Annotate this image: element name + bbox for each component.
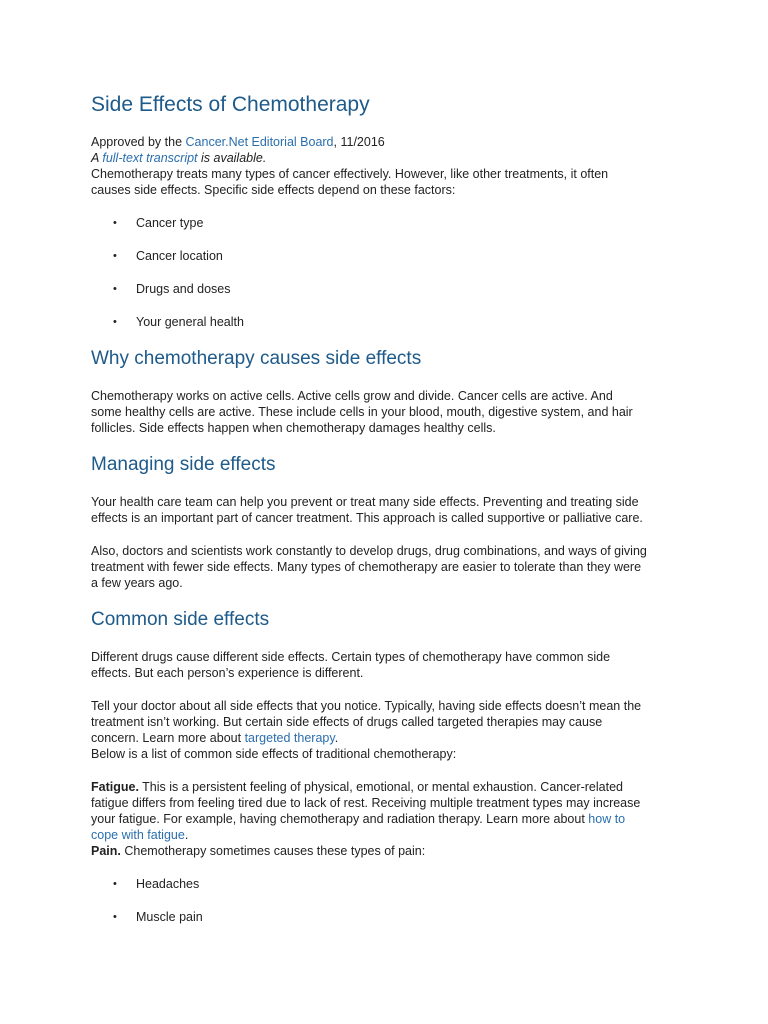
approval-prefix: Approved by the [91, 135, 186, 149]
common-paragraph-1 [91, 649, 691, 681]
paragraph-line: your fatigue. For example, having chemotherapy and radiation therapy. Learn more about [91, 812, 589, 826]
pain-paragraph [91, 843, 691, 859]
paragraph-line: fatigue differs from feeling tired due to lack of rest. Receiving multiple treatment types may increase [91, 796, 641, 810]
why-paragraph [91, 388, 691, 436]
bullet-icon: • [113, 250, 117, 262]
paragraph-line: some healthy cells are active. These include cells in your blood, mouth, digestive system, and hair [91, 405, 633, 419]
list-item [91, 314, 691, 330]
list-item-text: Cancer location [136, 249, 223, 263]
fatigue-paragraph [91, 779, 691, 843]
list-item [91, 909, 691, 925]
intro-line-2: causes side effects. Specific side effects depend on these factors: [91, 183, 456, 197]
paragraph-line: Chemotherapy works on active cells. Active cells grow and divide. Cancer cells are active. And [91, 389, 613, 403]
paragraph-line: Tell your doctor about all side effects that you notice. Typically, having side effects doesn’t mean the [91, 699, 642, 713]
transcript-line [91, 150, 691, 166]
section-heading-managing: Managing side effects [91, 454, 276, 475]
list-item-text: Drugs and doses [136, 282, 231, 296]
intro-line-1: Chemotherapy treats many types of cancer effectively. However, like other treatments, it often [91, 167, 609, 181]
bullet-icon: • [113, 911, 117, 923]
approval-date: , 11/2016 [333, 135, 385, 149]
paragraph-line: treatment isn’t working. But certain side effects of drugs called targeted therapies may cause [91, 715, 603, 729]
document-page [91, 92, 691, 925]
cope-with-fatigue-link-part-1[interactable]: how to [588, 812, 626, 826]
list-item [91, 876, 691, 892]
page-title: Side Effects of Chemotherapy [91, 93, 370, 116]
list-intro: Below is a list of common side effects of traditional chemotherapy: [91, 747, 457, 761]
list-item-text: Your general health [136, 315, 244, 329]
bullet-icon: • [113, 217, 117, 229]
paragraph-line: Your health care team can help you prevent or treat many side effects. Preventing and treating side [91, 495, 639, 509]
transcript-prefix: A [91, 151, 103, 165]
list-item-text: Muscle pain [136, 910, 203, 924]
editorial-board-link[interactable]: Cancer.Net Editorial Board [185, 135, 334, 149]
fatigue-label: Fatigue. [91, 780, 139, 794]
bullet-icon: • [113, 878, 117, 890]
cope-with-fatigue-link-part-2[interactable]: cope with fatigue [91, 828, 185, 842]
paragraph-punctuation: . [334, 731, 339, 745]
section-heading-common: Common side effects [91, 609, 270, 630]
intro-paragraph [91, 166, 691, 198]
paragraph-line: effects is an important part of cancer treatment. This approach is called supportive or palliative care. [91, 511, 643, 525]
paragraph-line: concern. Learn more about [91, 731, 245, 745]
common-paragraph-2 [91, 698, 691, 746]
paragraph-line: follicles. Side effects happen when chemotherapy damages healthy cells. [91, 421, 496, 435]
approval-line [91, 134, 691, 150]
list-item [91, 281, 691, 297]
paragraph-line: effects. But each person’s experience is different. [91, 666, 364, 680]
list-item-text: Headaches [136, 877, 200, 891]
transcript-suffix: is available. [197, 151, 267, 165]
list-item [91, 248, 691, 264]
managing-paragraph-2 [91, 543, 691, 591]
paragraph-line: Different drugs cause different side effects. Certain types of chemotherapy have common side [91, 650, 611, 664]
paragraph-line: Also, doctors and scientists work constantly to develop drugs, drug combinations, and ways of giving [91, 544, 647, 558]
paragraph-line: a few years ago. [91, 576, 183, 590]
section-heading-why: Why chemotherapy causes side effects [91, 348, 422, 369]
pain-text: Chemotherapy sometimes causes these types of pain: [120, 844, 426, 858]
targeted-therapy-link[interactable]: targeted therapy [244, 731, 335, 745]
list-item [91, 215, 691, 231]
paragraph-line: treatment with fewer side effects. Many types of chemotherapy are easier to tolerate than they were [91, 560, 642, 574]
bullet-icon: • [113, 283, 117, 295]
managing-paragraph-1 [91, 494, 691, 526]
bullet-icon: • [113, 316, 117, 328]
paragraph-punctuation: . [184, 828, 189, 842]
list-item-text: Cancer type [136, 216, 204, 230]
pain-label: Pain. [91, 844, 121, 858]
pain-list [91, 876, 691, 925]
factor-list [91, 215, 691, 330]
full-text-transcript-link[interactable]: full-text transcript [102, 151, 198, 165]
paragraph-line: This is a persistent feeling of physical, emotional, or mental exhaustion. Cancer-related [138, 780, 623, 794]
